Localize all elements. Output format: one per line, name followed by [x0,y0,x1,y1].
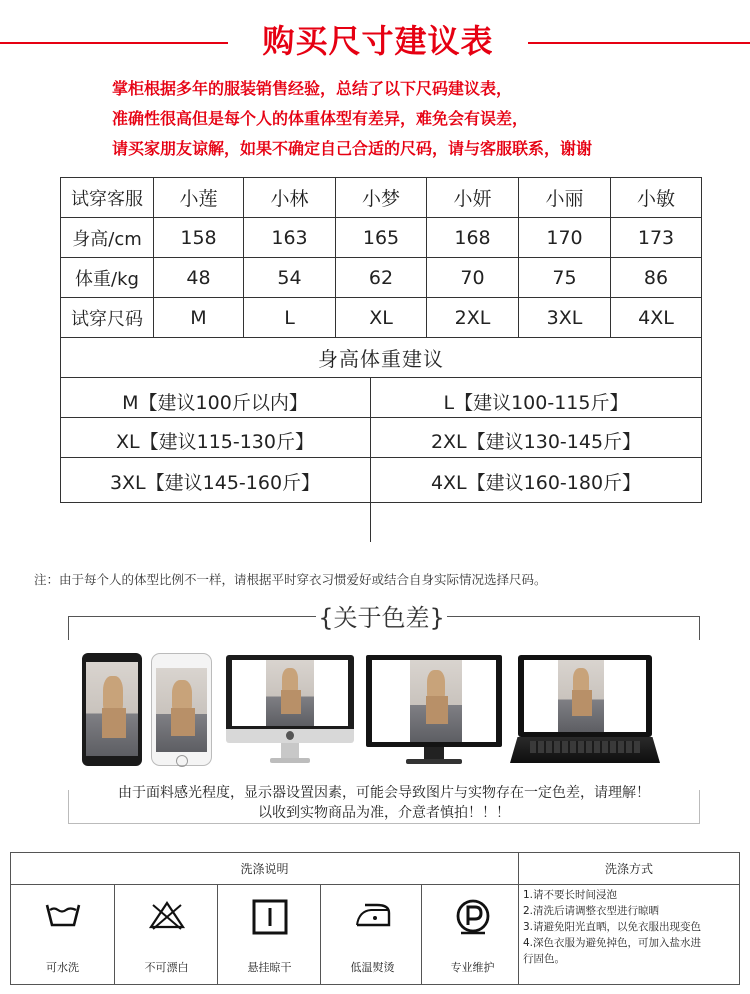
care-label: 专业维护 [450,961,495,974]
professional-care-icon [453,897,493,937]
divider [370,502,371,542]
intro-text [112,74,732,164]
frame-line [699,616,700,640]
height-value: 163 [243,217,335,257]
frame-line [68,616,69,640]
wash-method: 1.请不要长时间浸泡 [523,889,618,901]
size-value: 2XL [426,297,518,337]
intro-line: 请买家朋友谅解，如果不确定自己合适的尺码，请与客服联系，谢谢 [112,139,593,158]
care-label: 低温熨烫 [350,961,395,974]
wash-methods [523,887,739,967]
size-value: XL [335,297,426,337]
table-row [60,217,702,257]
suggest-item: 4XL【建议160-180斤】 [430,471,642,494]
intro-line: 掌柜根据多年的服装销售经验，总结了以下尺码建议表， [112,79,513,98]
weight-value: 86 [610,257,702,297]
weight-value: 75 [518,257,610,297]
imac-image [226,655,354,767]
model-name: 小莲 [153,177,243,217]
model-name: 小敏 [610,177,702,217]
height-value: 158 [153,217,243,257]
wash-table [10,852,740,985]
washable-icon [43,897,83,933]
model-name: 小丽 [518,177,610,217]
wash-method: 4.深色衣服为避免掉色，可加入盐水进 [523,937,702,949]
phone-white-image [151,653,212,766]
title-rule-left [0,42,228,44]
wash-header-right: 洗涤方式 [604,862,653,876]
model-name: 小梦 [335,177,426,217]
wash-method: 3.请避免阳光直晒，以免衣服出现变色 [523,921,702,933]
phone-black-image [82,653,142,766]
suggest-item: 3XL【建议145-160斤】 [109,471,321,494]
size-value: M [153,297,243,337]
laptop-image [510,655,660,767]
weight-value: 70 [426,257,518,297]
row-label: 试穿客服 [60,177,153,217]
low-iron-icon [351,897,395,933]
height-value: 165 [335,217,426,257]
page-title: 购买尺寸建议表 [262,22,494,60]
no-bleach-icon [147,897,187,933]
color-diff-caption: 由于面料感光程度，显示器设置因素，可能会导致图片与实物存在一定色差，请理解！ [118,785,650,801]
care-item [218,885,321,984]
wash-header-left: 洗涤说明 [240,862,289,876]
suggest-item: L【建议100-115斤】 [443,391,629,414]
frame-line [68,823,700,824]
care-item [115,885,218,984]
suggest-item: XL【建议115-130斤】 [116,430,314,453]
monitor-image [366,655,502,767]
weight-value: 54 [243,257,335,297]
title-rule-right [528,42,750,44]
table-row [60,177,702,217]
care-item [11,885,114,984]
weight-value: 62 [335,257,426,297]
model-name: 小妍 [426,177,518,217]
frame-line [699,790,700,824]
suggest-item: M【建议100斤以内】 [122,391,308,414]
care-item [321,885,424,984]
suggest-item: 2XL【建议130-145斤】 [430,430,642,453]
frame-line [68,616,316,617]
care-label: 悬挂晾干 [247,961,292,974]
care-label: 可水洗 [46,961,79,974]
color-diff-title: {关于色差} [318,604,445,632]
hang-dry-icon [250,897,290,937]
care-label: 不可漂白 [144,961,189,974]
intro-line: 准确性很高但是每个人的体重体型有差异，难免会有误差， [112,109,529,128]
table-row [60,297,702,337]
size-value: L [243,297,335,337]
size-table [60,177,702,502]
frame-line [447,616,700,617]
wash-method: 行固色。 [523,953,565,965]
care-item [421,885,524,984]
size-value: 4XL [610,297,702,337]
frame-line [68,790,69,824]
row-label: 体重/kg [60,257,153,297]
height-value: 170 [518,217,610,257]
suggest-title: 身高体重建议 [60,337,702,377]
model-name: 小林 [243,177,335,217]
weight-value: 48 [153,257,243,297]
height-value: 168 [426,217,518,257]
height-value: 173 [610,217,702,257]
row-label: 身高/cm [60,217,153,257]
wash-method: 2.清洗后请调整衣型进行晾晒 [523,905,660,917]
color-diff-caption: 以收到实物商品为准，介意者慎拍！！！ [258,805,510,821]
row-label: 试穿尺码 [60,297,153,337]
table-row [60,257,702,297]
size-note: 注：由于每个人的体型比例不一样，请根据平时穿衣习惯爱好或结合自身实际情况选择尺码。 [34,572,547,587]
size-value: 3XL [518,297,610,337]
